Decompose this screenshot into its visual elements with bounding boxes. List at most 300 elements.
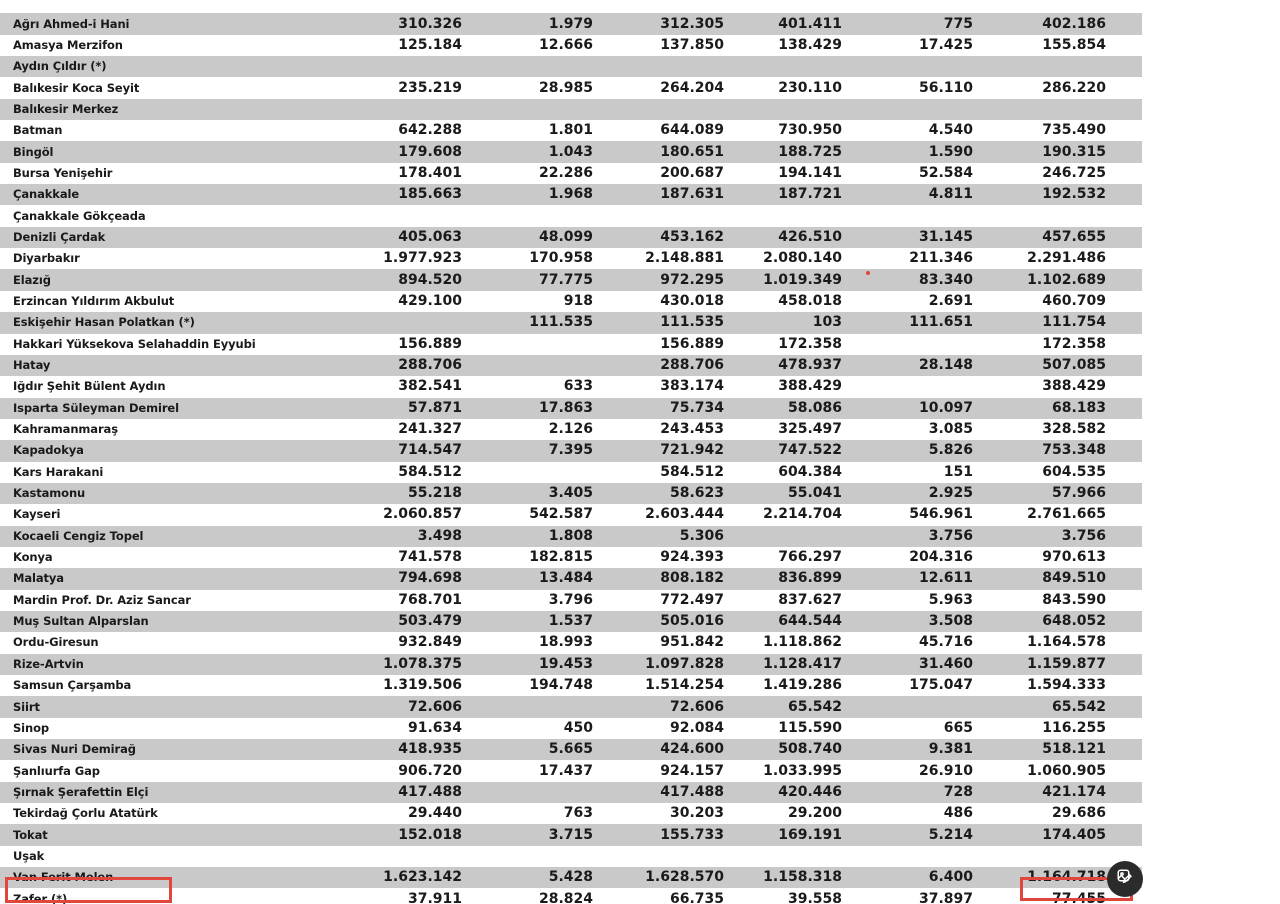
value-cell-col-1: 125.184 [300,35,462,56]
edit-image-icon [1116,868,1134,890]
value-cell-col-6 [973,56,1106,77]
value-cell-col-4: 230.110 [724,77,842,98]
value-cell-col-1: 417.488 [300,782,462,803]
value-cell-col-3: 453.162 [593,227,724,248]
value-cell-col-3 [593,846,724,867]
value-cell-col-1 [300,56,462,77]
value-cell-col-6: 328.582 [973,419,1106,440]
value-cell-col-1 [300,205,462,226]
table-row [0,782,1142,803]
airport-name-cell: Elazığ [0,269,300,290]
value-cell-col-4: 55.041 [724,483,842,504]
value-cell-col-4: 39.558 [724,888,842,904]
row-end-spacer [1106,269,1142,290]
value-cell-col-6: 65.542 [973,696,1106,717]
value-cell-col-4 [724,56,842,77]
value-cell-col-2: 450 [462,718,593,739]
value-cell-col-5: 26.910 [842,760,973,781]
value-cell-col-4: 730.950 [724,120,842,141]
value-cell-col-4: 1.419.286 [724,675,842,696]
value-cell-col-1: 2.060.857 [300,504,462,525]
value-cell-col-6: 735.490 [973,120,1106,141]
value-cell-col-1: 1.977.923 [300,248,462,269]
value-cell-col-2 [462,355,593,376]
airport-name-cell: Balıkesir Merkez [0,99,300,120]
value-cell-col-1: 1.319.506 [300,675,462,696]
value-cell-col-3: 111.535 [593,312,724,333]
airport-name-cell: Uşak [0,846,300,867]
value-cell-col-5: 665 [842,718,973,739]
airport-name-cell: Bingöl [0,141,300,162]
value-cell-col-4: 508.740 [724,739,842,760]
value-cell-col-5 [842,696,973,717]
table-row [0,632,1142,653]
value-cell-col-6: 286.220 [973,77,1106,98]
value-cell-col-4: 1.118.862 [724,632,842,653]
value-cell-col-2: 763 [462,803,593,824]
airport-name-cell: Aydın Çıldır (*) [0,56,300,77]
table-row [0,141,1142,162]
value-cell-col-3: 156.889 [593,334,724,355]
row-end-spacer [1106,376,1142,397]
value-cell-col-5: 37.897 [842,888,973,904]
table-row [0,462,1142,483]
table-row [0,355,1142,376]
row-end-spacer [1106,803,1142,824]
value-cell-col-6: 57.966 [973,483,1106,504]
value-cell-col-6: 77.455 [973,888,1106,904]
value-cell-col-1: 178.401 [300,163,462,184]
row-end-spacer [1106,141,1142,162]
value-cell-col-6 [973,0,1106,13]
value-cell-col-5: 211.346 [842,248,973,269]
table-row [0,163,1142,184]
airport-name-cell: Bursa Yenişehir [0,163,300,184]
value-cell-col-3: 5.306 [593,526,724,547]
value-cell-col-3: 180.651 [593,141,724,162]
value-cell-col-6: 1.159.877 [973,654,1106,675]
row-end-spacer [1106,419,1142,440]
value-cell-col-1: 418.935 [300,739,462,760]
value-cell-col-2: 1.801 [462,120,593,141]
airport-name-cell: Eskişehir Hasan Polatkan (*) [0,312,300,333]
value-cell-col-1: 235.219 [300,77,462,98]
value-cell-col-3: 808.182 [593,568,724,589]
value-cell-col-5: 56.110 [842,77,973,98]
value-cell-col-5 [842,56,973,77]
value-cell-col-6: 1.164.718 [973,867,1106,888]
value-cell-col-2 [462,696,593,717]
value-cell-col-2: 17.863 [462,398,593,419]
table-row [0,824,1142,845]
value-cell-col-1: 429.100 [300,291,462,312]
value-cell-col-6: 246.725 [973,163,1106,184]
row-end-spacer [1106,696,1142,717]
value-cell-col-5: 52.584 [842,163,973,184]
value-cell-col-3: 721.942 [593,440,724,461]
value-cell-col-1: 57.871 [300,398,462,419]
row-end-spacer [1106,718,1142,739]
table-row [0,419,1142,440]
airport-name-cell [0,0,300,13]
airport-name-cell: Amasya Merzifon [0,35,300,56]
value-cell-col-1: 310.326 [300,13,462,34]
value-cell-col-4: 401.411 [724,13,842,34]
value-cell-col-6 [973,205,1106,226]
table-row [0,398,1142,419]
table-row [0,696,1142,717]
value-cell-col-1: 794.698 [300,568,462,589]
table-row [0,312,1142,333]
value-cell-col-2: 5.428 [462,867,593,888]
table-row [0,654,1142,675]
value-cell-col-5: 3.085 [842,419,973,440]
table-row [0,504,1142,525]
value-cell-col-2: 3.796 [462,590,593,611]
value-cell-col-3: 772.497 [593,590,724,611]
airport-name-cell: Şırnak Şerafettin Elçi [0,782,300,803]
value-cell-col-6: 518.121 [973,739,1106,760]
value-cell-col-3: 243.453 [593,419,724,440]
value-cell-col-5 [842,376,973,397]
value-cell-col-5: 204.316 [842,547,973,568]
row-end-spacer [1106,654,1142,675]
value-cell-col-1: 3.498 [300,526,462,547]
value-cell-col-1 [300,0,462,13]
airport-name-cell: Kastamonu [0,483,300,504]
value-cell-col-2: 7.395 [462,440,593,461]
value-cell-col-4 [724,99,842,120]
value-cell-col-6: 460.709 [973,291,1106,312]
table-row [0,590,1142,611]
value-cell-col-2: 5.665 [462,739,593,760]
value-cell-col-3: 1.628.570 [593,867,724,888]
airport-name-cell: Erzincan Yıldırım Akbulut [0,291,300,312]
value-cell-col-5: 31.460 [842,654,973,675]
value-cell-col-6: 111.754 [973,312,1106,333]
airport-name-cell: Hatay [0,355,300,376]
table-row [0,440,1142,461]
value-cell-col-3: 2.148.881 [593,248,724,269]
value-cell-col-6: 507.085 [973,355,1106,376]
row-end-spacer [1106,590,1142,611]
value-cell-col-4: 766.297 [724,547,842,568]
value-cell-col-5: 1.590 [842,141,973,162]
row-end-spacer [1106,547,1142,568]
value-cell-col-2: 17.437 [462,760,593,781]
value-cell-col-3: 137.850 [593,35,724,56]
value-cell-col-6: 849.510 [973,568,1106,589]
table-row [0,184,1142,205]
value-cell-col-5: 728 [842,782,973,803]
airport-name-cell: Hakkari Yüksekova Selahaddin Eyyubi [0,334,300,355]
value-cell-col-4: 1.033.995 [724,760,842,781]
value-cell-col-4: 2.080.140 [724,248,842,269]
value-cell-col-5: 111.651 [842,312,973,333]
value-cell-col-2 [462,56,593,77]
value-cell-col-3: 2.603.444 [593,504,724,525]
airport-name-cell: Tokat [0,824,300,845]
row-end-spacer [1106,312,1142,333]
value-cell-col-5: 6.400 [842,867,973,888]
value-cell-col-3: 417.488 [593,782,724,803]
value-cell-col-3: 264.204 [593,77,724,98]
airport-name-cell: Rize-Artvin [0,654,300,675]
value-cell-col-1: 179.608 [300,141,462,162]
table-row [0,99,1142,120]
value-cell-col-2: 12.666 [462,35,593,56]
value-cell-col-4: 65.542 [724,696,842,717]
value-cell-col-5 [842,205,973,226]
value-cell-col-4: 188.725 [724,141,842,162]
value-cell-col-6: 155.854 [973,35,1106,56]
table-row [0,248,1142,269]
value-cell-col-4: 644.544 [724,611,842,632]
value-cell-col-5 [842,0,973,13]
value-cell-col-3: 1.514.254 [593,675,724,696]
value-cell-col-6: 172.358 [973,334,1106,355]
value-cell-col-6: 2.761.665 [973,504,1106,525]
airport-name-cell: Siirt [0,696,300,717]
value-cell-col-2: 633 [462,376,593,397]
value-cell-col-4: 138.429 [724,35,842,56]
airport-name-cell: Batman [0,120,300,141]
table-row [0,35,1142,56]
value-cell-col-2 [462,782,593,803]
value-cell-col-4: 1.158.318 [724,867,842,888]
value-cell-col-6: 843.590 [973,590,1106,611]
row-end-spacer [1106,205,1142,226]
value-cell-col-5: 546.961 [842,504,973,525]
value-cell-col-2: 1.979 [462,13,593,34]
table-row [0,888,1142,904]
row-end-spacer [1106,568,1142,589]
value-cell-col-5: 2.925 [842,483,973,504]
airport-name-cell: Samsun Çarşamba [0,675,300,696]
row-end-spacer [1106,0,1142,13]
row-end-spacer [1106,398,1142,419]
value-cell-col-6: 1.102.689 [973,269,1106,290]
airport-name-cell: Isparta Süleyman Demirel [0,398,300,419]
table-row [0,120,1142,141]
row-end-spacer [1106,77,1142,98]
value-cell-col-4: 58.086 [724,398,842,419]
table-row [0,526,1142,547]
value-cell-col-2 [462,205,593,226]
value-cell-col-6 [973,99,1106,120]
table-row [0,846,1142,867]
value-cell-col-5: 775 [842,13,973,34]
value-cell-col-2: 3.405 [462,483,593,504]
value-cell-col-3: 924.157 [593,760,724,781]
value-cell-col-2: 170.958 [462,248,593,269]
table-row [0,56,1142,77]
value-cell-col-4: 836.899 [724,568,842,589]
value-cell-col-5: 28.148 [842,355,973,376]
value-cell-col-1: 1.623.142 [300,867,462,888]
value-cell-col-4 [724,0,842,13]
value-cell-col-5: 31.145 [842,227,973,248]
row-end-spacer [1106,184,1142,205]
value-cell-col-5: 4.540 [842,120,973,141]
value-cell-col-2: 3.715 [462,824,593,845]
value-cell-col-2: 18.993 [462,632,593,653]
row-end-spacer [1106,35,1142,56]
value-cell-col-3: 972.295 [593,269,724,290]
airport-name-cell: Zafer (*) [0,888,300,904]
value-cell-col-1: 156.889 [300,334,462,355]
table-row [0,269,1142,290]
value-cell-col-1: 584.512 [300,462,462,483]
value-cell-col-6: 648.052 [973,611,1106,632]
row-end-spacer [1106,248,1142,269]
value-cell-col-2 [462,462,593,483]
row-end-spacer [1106,782,1142,803]
value-cell-col-5 [842,99,973,120]
airport-name-cell: Kayseri [0,504,300,525]
value-cell-col-2: 194.748 [462,675,593,696]
airport-name-cell: Çanakkale Gökçeada [0,205,300,226]
value-cell-col-3: 155.733 [593,824,724,845]
value-cell-col-4: 169.191 [724,824,842,845]
value-cell-col-2 [462,0,593,13]
value-cell-col-6: 753.348 [973,440,1106,461]
value-cell-col-4 [724,526,842,547]
value-cell-col-5: 151 [842,462,973,483]
value-cell-col-4: 837.627 [724,590,842,611]
value-cell-col-1: 37.911 [300,888,462,904]
value-cell-col-2: 111.535 [462,312,593,333]
value-cell-col-6: 457.655 [973,227,1106,248]
value-cell-col-3 [593,0,724,13]
value-cell-col-6: 174.405 [973,824,1106,845]
value-cell-col-4 [724,205,842,226]
value-cell-col-2: 48.099 [462,227,593,248]
airport-name-cell: Iğdır Şehit Bülent Aydın [0,376,300,397]
row-end-spacer [1106,760,1142,781]
value-cell-col-2: 1.537 [462,611,593,632]
value-cell-col-1: 55.218 [300,483,462,504]
value-cell-col-4 [724,846,842,867]
value-cell-col-5: 5.963 [842,590,973,611]
value-cell-col-1: 932.849 [300,632,462,653]
value-cell-col-1: 503.479 [300,611,462,632]
value-cell-col-3: 72.606 [593,696,724,717]
value-cell-col-1: 382.541 [300,376,462,397]
value-cell-col-4: 1.019.349 [724,269,842,290]
value-cell-col-2: 28.985 [462,77,593,98]
value-cell-col-3: 187.631 [593,184,724,205]
value-cell-col-4: 2.214.704 [724,504,842,525]
table-row [0,205,1142,226]
value-cell-col-5 [842,846,973,867]
value-cell-col-1 [300,99,462,120]
value-cell-col-6: 2.291.486 [973,248,1106,269]
value-cell-col-1: 152.018 [300,824,462,845]
value-cell-col-4: 187.721 [724,184,842,205]
value-cell-col-5: 4.811 [842,184,973,205]
value-cell-col-1: 768.701 [300,590,462,611]
value-cell-col-6: 29.686 [973,803,1106,824]
value-cell-col-2: 2.126 [462,419,593,440]
table-row [0,334,1142,355]
airport-name-cell: Sivas Nuri Demirağ [0,739,300,760]
row-end-spacer [1106,504,1142,525]
value-cell-col-3: 58.623 [593,483,724,504]
airport-name-cell: Denizli Çardak [0,227,300,248]
airport-name-cell: Ağrı Ahmed-i Hani [0,13,300,34]
table-row [0,803,1142,824]
value-cell-col-1 [300,846,462,867]
airport-name-cell: Çanakkale [0,184,300,205]
value-cell-col-6: 402.186 [973,13,1106,34]
value-cell-col-2 [462,99,593,120]
value-cell-col-1: 72.606 [300,696,462,717]
row-end-spacer [1106,291,1142,312]
value-cell-col-6: 1.060.905 [973,760,1106,781]
value-cell-col-5: 10.097 [842,398,973,419]
row-end-spacer [1106,227,1142,248]
row-end-spacer [1106,483,1142,504]
value-cell-col-5: 17.425 [842,35,973,56]
value-cell-col-4: 194.141 [724,163,842,184]
table-row [0,483,1142,504]
table-row [0,611,1142,632]
row-end-spacer [1106,56,1142,77]
value-cell-col-3: 1.097.828 [593,654,724,675]
row-end-spacer [1106,163,1142,184]
value-cell-col-3: 584.512 [593,462,724,483]
table-row [0,867,1142,888]
value-cell-col-1: 906.720 [300,760,462,781]
value-cell-col-3: 200.687 [593,163,724,184]
value-cell-col-3: 30.203 [593,803,724,824]
value-cell-col-3: 75.734 [593,398,724,419]
airport-name-cell: Kocaeli Cengiz Topel [0,526,300,547]
row-end-spacer [1106,120,1142,141]
value-cell-col-1: 741.578 [300,547,462,568]
value-cell-col-5: 9.381 [842,739,973,760]
table-row [0,675,1142,696]
value-cell-col-4: 604.384 [724,462,842,483]
value-cell-col-2: 28.824 [462,888,593,904]
value-cell-col-5: 83.340 [842,269,973,290]
value-cell-col-3: 312.305 [593,13,724,34]
edit-image-button[interactable] [1107,861,1143,897]
table-row [0,760,1142,781]
table-row [0,568,1142,589]
table-row [0,13,1142,34]
value-cell-col-4: 29.200 [724,803,842,824]
value-cell-col-5: 5.826 [842,440,973,461]
value-cell-col-3: 92.084 [593,718,724,739]
value-cell-col-4: 103 [724,312,842,333]
value-cell-col-1: 29.440 [300,803,462,824]
row-end-spacer [1106,611,1142,632]
value-cell-col-4: 426.510 [724,227,842,248]
red-mark [866,271,870,275]
row-end-spacer [1106,13,1142,34]
value-cell-col-4: 325.497 [724,419,842,440]
airport-name-cell: Tekirdağ Çorlu Atatürk [0,803,300,824]
value-cell-col-4: 115.590 [724,718,842,739]
airport-name-cell: Diyarbakır [0,248,300,269]
table-row [0,0,1142,13]
table-row [0,376,1142,397]
value-cell-col-4: 172.358 [724,334,842,355]
value-cell-col-1: 714.547 [300,440,462,461]
value-cell-col-2: 77.775 [462,269,593,290]
